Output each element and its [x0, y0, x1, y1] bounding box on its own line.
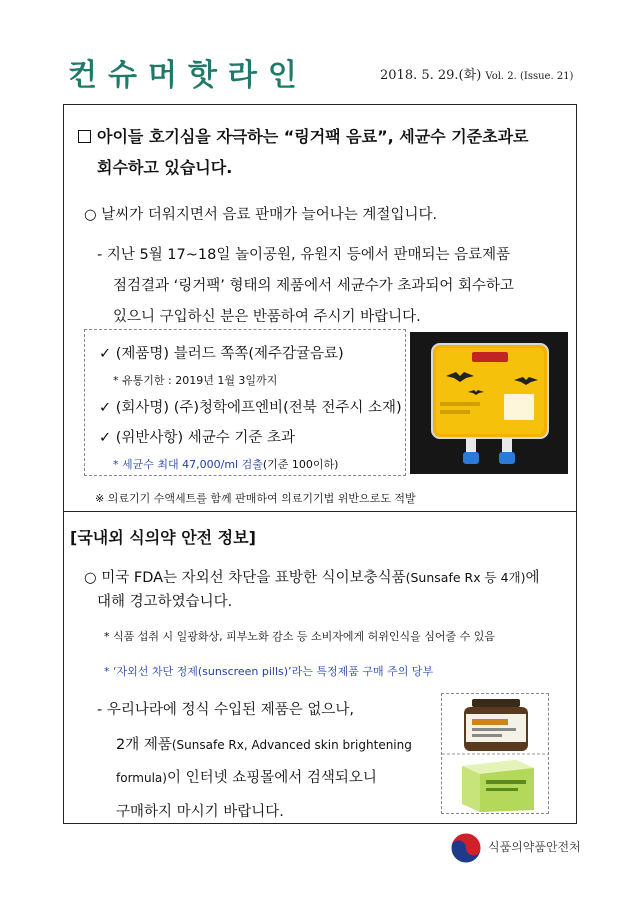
sunsafe-products-illustration [442, 694, 549, 814]
date-text: 2018. 5. 29.(화) [380, 68, 482, 83]
bacteria-count-value: * 세균수 최대 47,000/ml 검출 [113, 458, 263, 471]
recall-detail-line3: 있으니 구입하신 분은 반품하여 주시기 바랍니다. [113, 309, 421, 325]
false-perception-note: * 식품 섭취 시 일광화상, 피부노화 감소 등 소비자에게 허위인식을 심어줄 수 있음 [104, 630, 495, 643]
fda-warning-particle: 에 [525, 570, 540, 586]
product-names-end: formula) [116, 771, 167, 785]
issue-date [380, 64, 573, 83]
product-name: ✓ (제품명) 블러드 쪽쪽(제주감귤음료) [99, 346, 344, 362]
import-status-line1: - 우리나라에 정식 수입된 제품은 없으나, [97, 702, 354, 718]
iv-bag-illustration [410, 332, 568, 474]
expiry-date: * 유통기한 : 2019년 1월 3일까지 [113, 374, 278, 387]
headline-text: 아이들 호기심을 자극하는 “링거팩 음료”, 세균수 기준초과로 [97, 127, 529, 146]
agency-name: 식품의약품안전처 [488, 840, 581, 854]
checkbox-square-icon [78, 130, 91, 143]
product-names-text: (Sunsafe Rx, Advanced skin brightening [171, 738, 412, 752]
page-title: 컨슈머핫라인 [68, 58, 308, 93]
company-name: ✓ (회사명) (주)청학에프엔비(전북 전주시 소재) [99, 400, 402, 416]
recall-detail-line2: 점검결과 ‘링거팩’ 형태의 제품에서 세균수가 초과되어 회수하고 [113, 278, 515, 294]
sunsafe-product-photos [441, 693, 549, 814]
recall-headline-line1 [78, 124, 528, 147]
recall-headline-line2: 회수하고 있습니다. [97, 158, 233, 177]
fda-warning-line2: 대해 경고하였습니다. [97, 594, 233, 610]
violation-item: ✓ (위반사항) 세균수 기준 초과 [99, 430, 295, 446]
mfds-logo-icon [450, 832, 482, 864]
fda-warning-text: ○ 미국 FDA는 자외선 차단을 표방한 식이보충식품 [84, 570, 406, 586]
recall-detail-line1: - 지난 5월 17~18일 놀이공원, 유원지 등에서 판매되는 음료제품 [97, 247, 511, 263]
fda-product-count: (Sunsafe Rx 등 4개) [405, 570, 526, 585]
fda-warning-line1 [84, 566, 540, 587]
iv-bag-drink-photo [410, 332, 568, 474]
purchase-caution-note: * ‘자외선 차단 정제(sunscreen pills)’라는 특정제품 구매 주의 당부 [104, 665, 434, 678]
online-search-text: 이 인터넷 쇼핑몰에서 검색되오니 [166, 770, 377, 786]
season-bullet: ○ 날씨가 더워지면서 음료 판매가 늘어나는 계절입니다. [84, 207, 438, 223]
bacteria-count [113, 456, 338, 472]
import-status-line4: 구매하지 마시기 바랍니다. [116, 804, 284, 820]
safety-info-heading: [국내외 식의약 안전 정보] [70, 528, 256, 547]
two-products-text: 2개 제품 [116, 737, 172, 753]
bacteria-standard: (기준 100이하) [262, 458, 339, 471]
volume-text: Vol. 2. (Issue. 21) [485, 71, 574, 82]
import-status-line2 [116, 733, 412, 754]
medical-device-note: ※ 의료기기 수액세트를 함께 판매하여 의료기기법 위반으로도 적발 [95, 492, 416, 505]
import-status-line3 [116, 766, 377, 787]
